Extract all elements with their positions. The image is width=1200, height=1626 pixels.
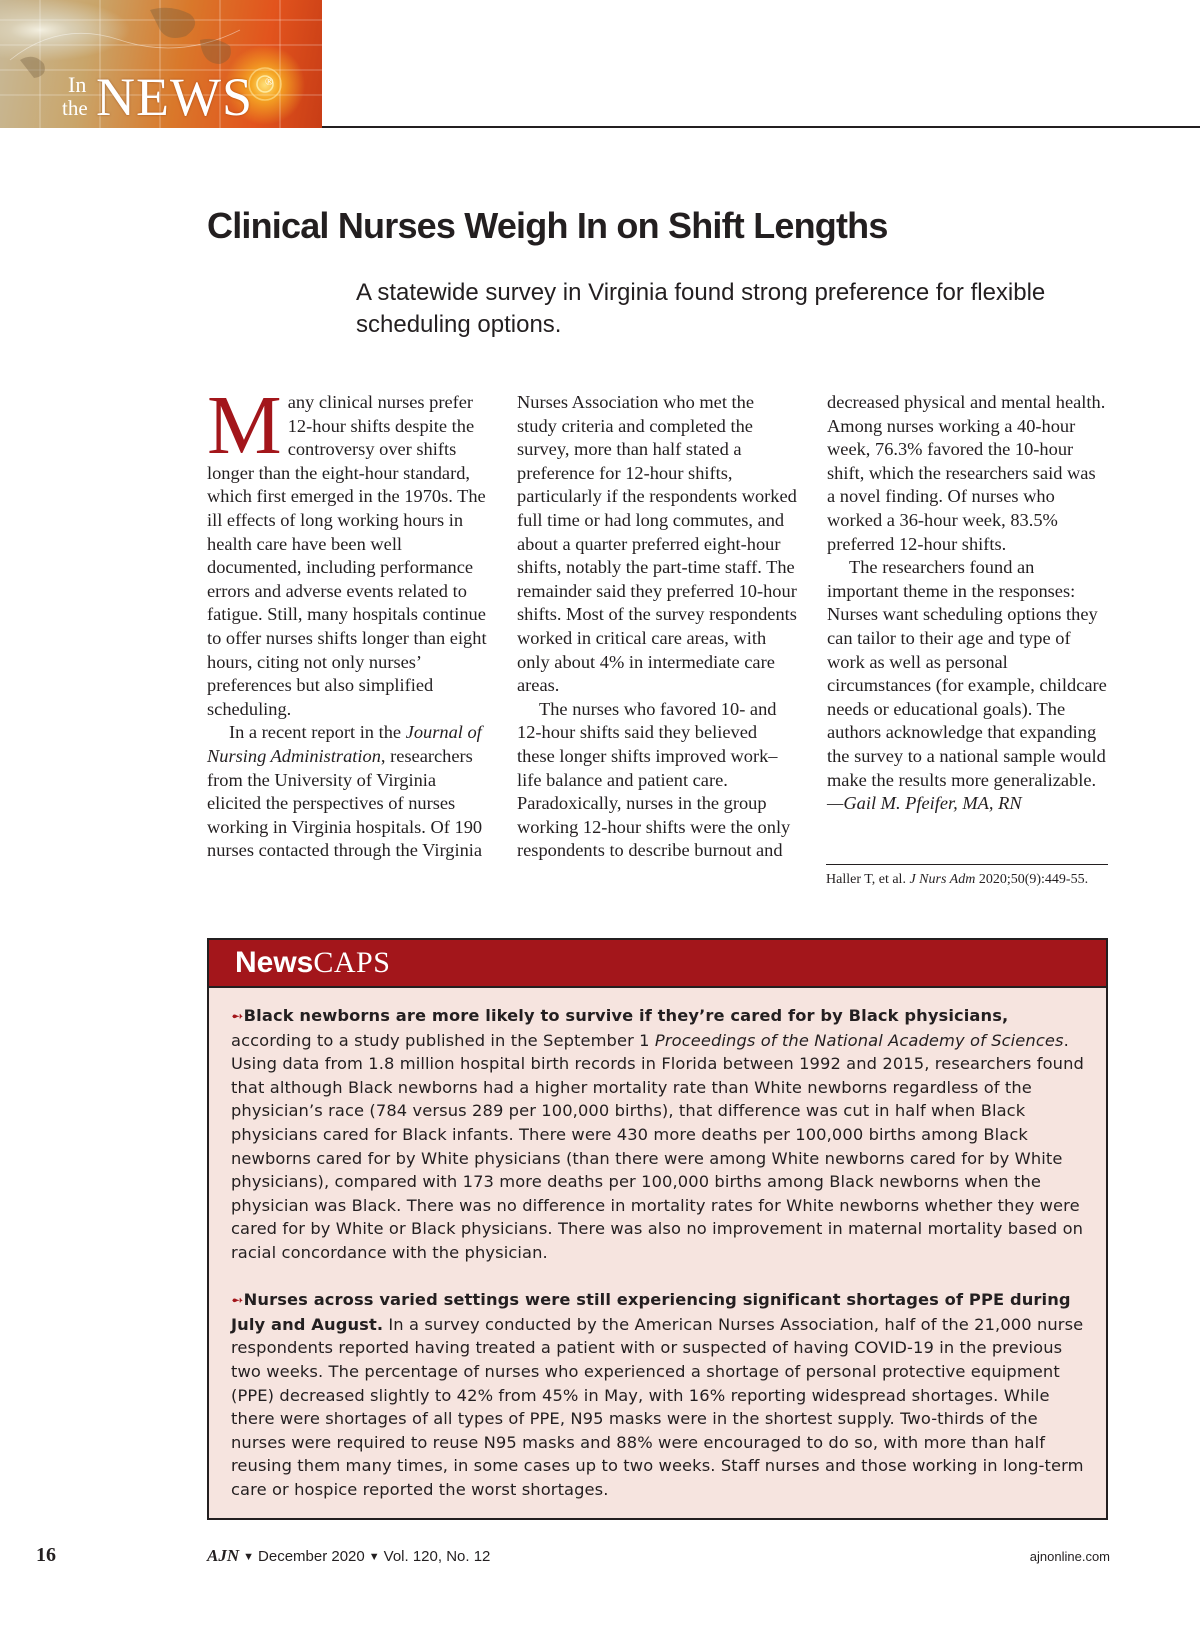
article-title: Clinical Nurses Weigh In on Shift Lengths: [207, 205, 888, 246]
paragraph-1: [207, 379, 487, 721]
paragraph-2-intro: In a recent report in the: [229, 722, 406, 743]
newscaps-body: [209, 988, 1106, 1501]
newscaps-item-1-pre: according to a study published in the September 1: [231, 1030, 655, 1050]
triangle-separator-icon: ▼: [243, 1551, 255, 1563]
footer-issue-info: [207, 1546, 490, 1566]
banner-news-word: NEWS: [96, 67, 253, 127]
footer-volume: Vol. 120, No. 12: [383, 1548, 491, 1565]
newscaps-heading-caps: CAPS: [313, 946, 391, 979]
reference-citation: [826, 864, 1108, 889]
newscaps-item-2-lead: Nurses across varied settings were still experiencing significant shortages of PPE during July and August.: [231, 1290, 1071, 1334]
article-deck: A statewide survey in Virginia found strong preference for flexible scheduling options.: [356, 279, 1046, 338]
footer-website: ajnonline.com: [1029, 1549, 1110, 1564]
page-number: 16: [36, 1544, 56, 1566]
newscaps-item-2: [231, 1288, 1084, 1501]
paragraph-1-text: any clinical nurses prefer 12-hour shifts despite the controversy over shifts longer than the eight-hour standard, which first emerged in the 1970s. The ill effects of long working hours in health care have been well documented, including performance errors and adverse events related to fatigue. Still, many hospitals continue to offer nurses shifts longer than eight hours, citing not only nurses’ preferences but also simplified scheduling.: [207, 392, 487, 719]
journal-name: Journal of Nursing Administration: [207, 722, 482, 766]
header-rule: [322, 126, 1200, 128]
pointer-arrow-icon: ➻: [231, 1007, 244, 1025]
reference-journal: J Nurs Adm: [909, 872, 976, 887]
registered-mark: ®: [265, 76, 274, 88]
drop-cap: M: [207, 379, 282, 472]
paragraph-2-text: , researchers from the University of Virginia elicited the perspectives of nurses working in Virginia hospitals. Of 190 nurses contacted through the Virginia Nurses Association who met the study criteria and completed the survey, more than half stated a preference for 12-hour shifts, particularly if the respondents worked full time or had long commutes, and about a quarter preferred eight-hour shifts, notably the part-time staff. The remainder said they preferred 10-hour shifts. Most of the survey respondents worked in critical care areas, with only about 4% in intermediate care areas.: [207, 392, 797, 861]
newscaps-item-1-journal: Proceedings of the National Academy of Sciences: [654, 1030, 1064, 1050]
newscaps-heading: [209, 940, 1106, 988]
banner-the-word: the: [62, 96, 88, 120]
footer-journal: AJN: [207, 1546, 240, 1565]
reference-details: 2020;50(9):449-55.: [975, 872, 1089, 887]
in-the-news-banner: [0, 0, 322, 128]
paragraph-3: The nurses who favored 10- and 12-hour shifts said they believed these longer shifts improved work–life balance and patient care. Paradoxically, nurses in the group working 12-hour shifts were the only respondents to describe burnout and decreased physical and mental health. Among nurses working a 40-hour week, 76.3% favored the 10-hour shift, which the researchers said was a novel finding. Of nurses who worked a 36-hour week, 83.5% preferred 12-hour shifts.: [517, 392, 1106, 861]
newscaps-item-1: [231, 1004, 1084, 1265]
paragraph-4-text: The researchers found an important theme in the responses: Nurses want scheduling options they can tailor to their age and type of work as well as personal circumstances (for example, childcare needs or educational goals). The authors acknowledge that expanding the survey to a national sample would make the results more generalizable.: [827, 557, 1107, 790]
banner-in-word: In: [68, 72, 87, 97]
footer-date: December 2020: [258, 1548, 365, 1565]
paragraph-4: [827, 556, 1107, 816]
newscaps-item-1-body: . Using data from 1.8 million hospital birth records in Florida between 1992 and 2015, researchers found that although Black newborns had a higher mortality rate than White newborns regardless of the physician’s race (784 versus 289 per 100,000 births), that difference was cut in half when Black physicians cared for Black infants. There were 430 more deaths per 100,000 births among Black newborns cared for by White physicians (than there were among White newborns cared for by White physicians), compared with 173 more deaths per 100,000 births among Black newborns when the physician was Black. There was no difference in mortality rates for White newborns whether they were cared for by White or Black physicians. There was also no improvement in maternal mortality based on racial concordance with the physician.: [231, 1030, 1084, 1262]
newscaps-box: [207, 938, 1108, 1520]
newscaps-heading-news: News: [235, 946, 314, 979]
triangle-separator-icon: ▼: [368, 1551, 380, 1563]
byline: —Gail M. Pfeifer, MA, RN: [827, 793, 1022, 814]
pointer-arrow-icon: ➻: [231, 1291, 244, 1310]
newscaps-item-1-lead: Black newborns are more likely to survive if they’re cared for by Black physicians,: [243, 1006, 1009, 1025]
article-column-1: [207, 379, 1107, 863]
newscaps-item-2-body: In a survey conducted by the American Nurses Association, half of the 21,000 nurse respondents reported having treated a patient with or suspected of having COVID-19 in the previous two weeks. The percentage of nurses who experienced a shortage of personal protective equipment (PPE) decreased slightly to 42% from 45% in May, with 16% reporting widespread shortages. While there were shortages of all types of PPE, N95 masks were in the shortest supply. Two-thirds of the nurses were required to reuse N95 masks and 88% were encouraged to do so, with more than half reusing them many times, in some cases up to two weeks. Staff nurses and those working in long-term care or hospice reported the worst shortages.: [231, 1314, 1084, 1499]
reference-authors: Haller T, et al.: [826, 872, 910, 887]
